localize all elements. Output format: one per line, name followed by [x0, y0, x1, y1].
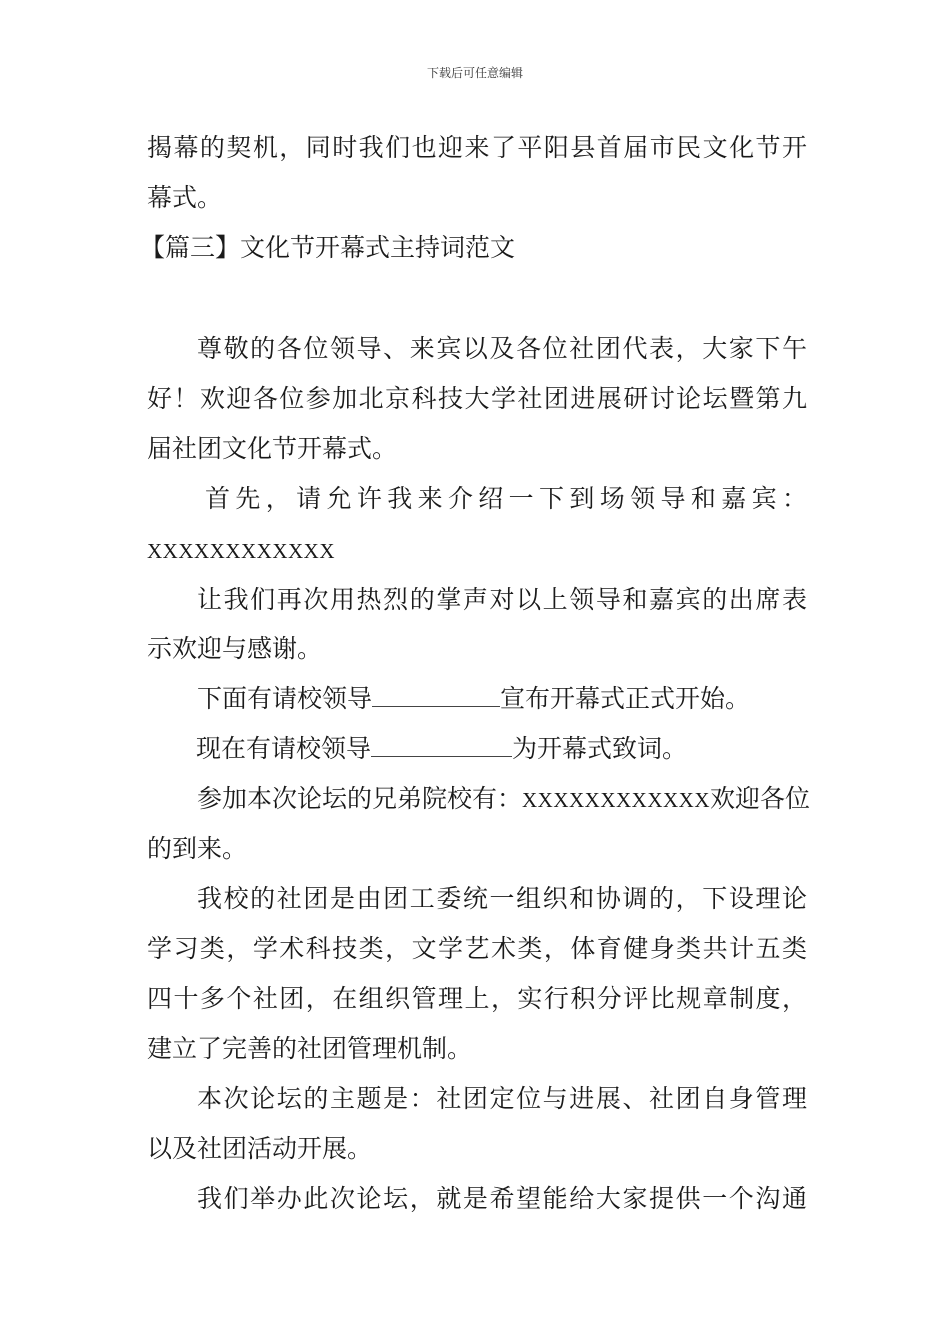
paragraph-line: 本次论坛的主题是：社团定位与进展、社团自身管理 — [197, 1084, 807, 1113]
line-text: 欢迎各位 — [710, 784, 811, 813]
paragraph-line: 首先，请允许我来介绍一下到场领导和嘉宾： — [205, 484, 807, 513]
paragraph-line: 以及社团活动开展。 — [147, 1134, 373, 1163]
page-header: 下载后可任意编辑 — [426, 66, 523, 80]
paragraph-line: 学习类，学术科技类，文学艺术类，体育健身类共计五类 — [147, 934, 807, 963]
paragraph-line — [197, 784, 857, 815]
paragraph-line: 我校的社团是由团工委统一组织和协调的，下设理论 — [197, 884, 807, 913]
paragraph-line: 好！欢迎各位参加北京科技大学社团进展研讨论坛暨第九 — [147, 384, 807, 413]
paragraph-line: 让我们再次用热烈的掌声对以上领导和嘉宾的出席表 — [197, 585, 807, 614]
line-text: 现在有请校领导 — [196, 734, 372, 763]
line-text: 为开幕式致词。 — [512, 734, 688, 763]
line-text: 下面有请校领导 — [197, 684, 373, 713]
paragraph-line: 揭幕的契机，同时我们也迎来了平阳县首届市民文化节开 — [147, 133, 807, 162]
paragraph-line: 的到来。 — [147, 834, 248, 863]
paragraph-line: 示欢迎与感谢。 — [147, 634, 323, 663]
placeholder-text: XXXXXXXXXXXX — [147, 539, 335, 563]
paragraph-line — [197, 684, 857, 714]
line-text: 参加本次论坛的兄弟院校有： — [197, 784, 523, 813]
fill-in-blank — [372, 684, 500, 707]
paragraph-line: 届社团文化节开幕式。 — [147, 434, 398, 463]
paragraph-line: 幕式。 — [147, 183, 223, 212]
section-heading: 【篇三】文化节开幕式主持词范文 — [140, 233, 516, 262]
paragraph-line: 我们举办此次论坛，就是希望能给大家提供一个沟通 — [197, 1184, 807, 1213]
line-text: 宣布开幕式正式开始。 — [500, 684, 751, 713]
paragraph-line: 尊敬的各位领导、来宾以及各位社团代表，大家下午 — [197, 334, 807, 363]
paragraph-line — [196, 734, 856, 764]
fill-in-blank — [371, 734, 512, 757]
paragraph-line: 四十多个社团，在组织管理上，实行积分评比规章制度， — [147, 984, 807, 1013]
paragraph-line: 建立了完善的社团管理机制。 — [147, 1034, 473, 1063]
placeholder-text: XXXXXXXXXXXX — [522, 788, 711, 812]
